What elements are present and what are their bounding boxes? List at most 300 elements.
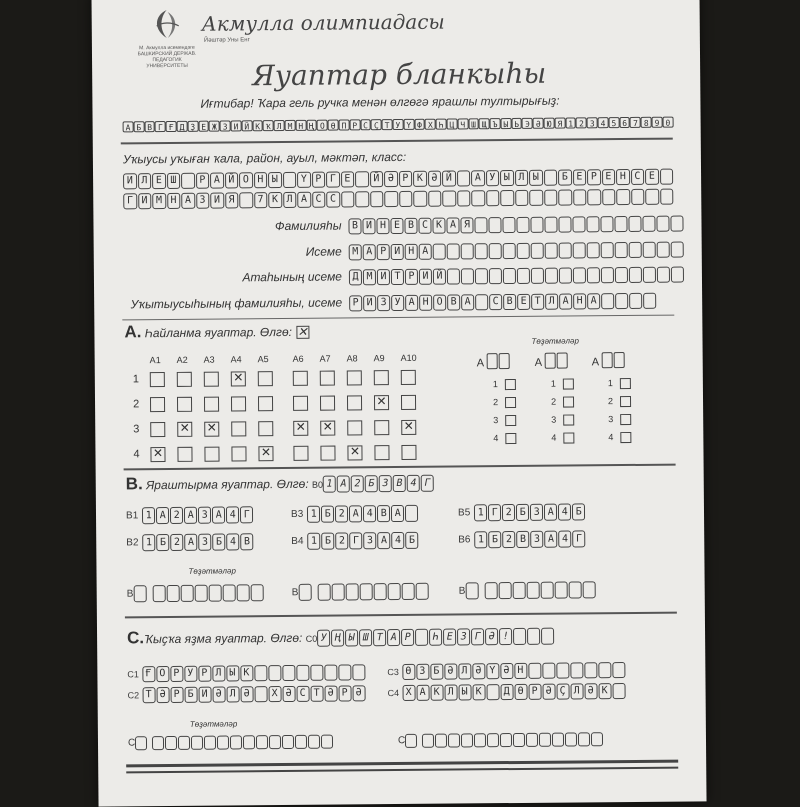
field-char-box[interactable]: [643, 293, 656, 309]
school-char-box[interactable]: Ә: [428, 170, 442, 186]
short-answer-char-box[interactable]: [338, 664, 351, 680]
school-char-box[interactable]: Г: [326, 171, 340, 187]
field-char-box[interactable]: [502, 217, 515, 233]
short-answer-char-box[interactable]: [528, 663, 541, 679]
school-char-box[interactable]: Я: [225, 192, 239, 208]
field-char-box[interactable]: Л: [545, 293, 558, 309]
corrections-char-box[interactable]: [359, 584, 372, 601]
field-char-box[interactable]: Н: [376, 218, 389, 234]
corrections-checkbox[interactable]: [620, 378, 631, 389]
short-answer-char-box[interactable]: З: [416, 664, 429, 680]
answer-checkbox[interactable]: [204, 372, 219, 387]
field-char-box[interactable]: [461, 243, 474, 259]
school-line-2[interactable]: [123, 188, 674, 211]
school-char-box[interactable]: А: [181, 193, 195, 209]
matching-corrections-row[interactable]: [459, 581, 597, 600]
field-char-box[interactable]: Р: [349, 295, 362, 311]
matching-char-box[interactable]: 1: [307, 533, 320, 550]
school-char-box[interactable]: [442, 190, 456, 206]
corrections-char-box[interactable]: [295, 735, 307, 749]
corrections-char-box[interactable]: [165, 736, 177, 750]
school-char-box[interactable]: И: [138, 193, 152, 209]
matching-char-box[interactable]: 2: [170, 507, 183, 524]
short-answer-char-box[interactable]: [282, 665, 295, 681]
short-answer-char-box[interactable]: [352, 664, 365, 680]
field-char-box[interactable]: О: [433, 294, 446, 310]
answer-checkbox[interactable]: [347, 445, 362, 460]
corrections-char-box[interactable]: [568, 582, 581, 599]
field-char-box[interactable]: М: [363, 269, 376, 285]
short-answer-char-box[interactable]: [324, 664, 337, 680]
corrections-checkbox[interactable]: [505, 397, 516, 408]
matching-answer-row[interactable]: [458, 503, 586, 522]
school-char-box[interactable]: [384, 191, 398, 207]
short-answer-char-box[interactable]: Ә: [500, 663, 513, 679]
matching-char-box[interactable]: 1: [307, 506, 320, 523]
short-answer-char-box[interactable]: К: [598, 683, 611, 699]
field-char-box[interactable]: Й: [433, 268, 446, 284]
school-char-box[interactable]: С: [631, 169, 645, 185]
school-char-box[interactable]: [355, 191, 369, 207]
corrections-answer-box[interactable]: [602, 352, 613, 368]
field-char-box[interactable]: [517, 268, 530, 284]
short-answer-row[interactable]: [387, 661, 626, 681]
short-answer-char-box[interactable]: Ө: [514, 684, 527, 700]
corrections-char-box[interactable]: [552, 732, 564, 746]
school-char-box[interactable]: [457, 190, 471, 206]
school-char-box[interactable]: А: [210, 172, 224, 188]
school-char-box[interactable]: [500, 190, 514, 206]
short-answer-char-box[interactable]: Ә: [282, 686, 295, 702]
field-char-box[interactable]: [642, 216, 655, 232]
answer-checkbox[interactable]: [374, 420, 389, 435]
answer-checkbox[interactable]: [231, 396, 246, 411]
answer-checkbox[interactable]: [258, 371, 273, 386]
short-answer-char-box[interactable]: Л: [570, 683, 583, 699]
field-char-box[interactable]: А: [419, 243, 432, 259]
corrections-char-box[interactable]: [448, 733, 460, 747]
short-answer-char-box[interactable]: Ә: [584, 683, 597, 699]
field-input-row[interactable]: [348, 215, 684, 236]
matching-char-box[interactable]: [405, 505, 418, 522]
answer-checkbox[interactable]: [177, 447, 192, 462]
school-char-box[interactable]: [370, 191, 384, 207]
field-char-box[interactable]: А: [405, 295, 418, 311]
corrections-char-box[interactable]: [256, 735, 268, 749]
field-input-row[interactable]: [349, 292, 657, 313]
field-char-box[interactable]: А: [446, 217, 459, 233]
matching-char-box[interactable]: Б: [321, 533, 334, 550]
field-char-box[interactable]: [488, 217, 501, 233]
short-answer-row[interactable]: [127, 663, 366, 683]
answer-checkbox[interactable]: [293, 446, 308, 461]
field-char-box[interactable]: У: [391, 295, 404, 311]
answer-checkbox[interactable]: [150, 447, 165, 462]
short-answer-char-box[interactable]: [268, 665, 281, 681]
matching-char-box[interactable]: Г: [488, 504, 501, 521]
corrections-char-box[interactable]: [465, 583, 478, 600]
answer-checkbox[interactable]: [150, 372, 165, 387]
matching-char-box[interactable]: 4: [558, 531, 571, 548]
corrections-checkbox[interactable]: [505, 433, 516, 444]
matching-char-box[interactable]: 3: [198, 534, 211, 551]
school-char-box[interactable]: [544, 169, 558, 185]
answer-checkbox[interactable]: [320, 421, 335, 436]
matching-char-box[interactable]: Б: [572, 504, 585, 521]
corrections-char-box[interactable]: [526, 733, 538, 747]
short-answer-char-box[interactable]: Н: [514, 663, 527, 679]
matching-answer-row[interactable]: [126, 506, 254, 525]
matching-char-box[interactable]: В: [377, 505, 390, 522]
answer-checkbox[interactable]: [293, 421, 308, 436]
school-char-box[interactable]: [399, 191, 413, 207]
answer-checkbox[interactable]: [150, 397, 165, 412]
corrections-checkbox[interactable]: [563, 378, 574, 389]
field-char-box[interactable]: [600, 216, 613, 232]
corrections-char-box[interactable]: [282, 735, 294, 749]
school-char-box[interactable]: Л: [515, 170, 529, 186]
field-char-box[interactable]: Н: [405, 244, 418, 260]
field-char-box[interactable]: Н: [573, 293, 586, 309]
matching-char-box[interactable]: 4: [226, 507, 239, 524]
field-char-box[interactable]: И: [391, 244, 404, 260]
corrections-checkbox[interactable]: [505, 379, 516, 390]
school-char-box[interactable]: Ы: [500, 170, 514, 186]
school-char-box[interactable]: [428, 190, 442, 206]
matching-char-box[interactable]: 1: [142, 507, 155, 524]
school-char-box[interactable]: [355, 171, 369, 187]
field-char-box[interactable]: [447, 268, 460, 284]
short-answer-char-box[interactable]: У: [184, 666, 197, 682]
matching-char-box[interactable]: Б: [405, 532, 418, 549]
corrections-char-box[interactable]: [513, 733, 525, 747]
short-answer-char-box[interactable]: [570, 662, 583, 678]
matching-char-box[interactable]: А: [349, 506, 362, 523]
school-char-box[interactable]: Р: [587, 169, 601, 185]
corrections-char-box[interactable]: [236, 585, 249, 602]
corrections-char-box[interactable]: [373, 583, 386, 600]
field-char-box[interactable]: В: [348, 218, 361, 234]
school-char-box[interactable]: С: [312, 191, 326, 207]
corrections-char-box[interactable]: [387, 583, 400, 600]
school-char-box[interactable]: Г: [123, 193, 137, 209]
answer-checkbox[interactable]: [401, 420, 416, 435]
corrections-char-box[interactable]: [474, 733, 486, 747]
short-answer-char-box[interactable]: С: [296, 686, 309, 702]
matching-char-box[interactable]: Б: [212, 534, 225, 551]
school-char-box[interactable]: [660, 168, 674, 184]
school-line-1[interactable]: [123, 168, 674, 191]
matching-char-box[interactable]: 1: [474, 505, 487, 522]
short-answer-char-box[interactable]: [556, 662, 569, 678]
answer-checkbox[interactable]: [258, 446, 273, 461]
school-char-box[interactable]: Е: [152, 173, 166, 189]
corrections-char-box[interactable]: [250, 584, 263, 601]
matching-char-box[interactable]: Г: [240, 507, 253, 524]
short-answer-char-box[interactable]: [310, 664, 323, 680]
field-char-box[interactable]: [531, 267, 544, 283]
field-char-box[interactable]: [544, 216, 557, 232]
answer-checkbox[interactable]: [150, 422, 165, 437]
short-answer-char-box[interactable]: [254, 665, 267, 681]
school-char-box[interactable]: [529, 190, 543, 206]
answer-checkbox[interactable]: [401, 395, 416, 410]
field-char-box[interactable]: [475, 294, 488, 310]
field-char-box[interactable]: В: [447, 294, 460, 310]
matching-char-box[interactable]: А: [184, 534, 197, 551]
matching-char-box[interactable]: Б: [516, 504, 529, 521]
school-char-box[interactable]: Л: [283, 192, 297, 208]
corrections-char-box[interactable]: [591, 732, 603, 746]
field-char-box[interactable]: [601, 242, 614, 258]
school-char-box[interactable]: [544, 189, 558, 205]
corrections-char-box[interactable]: [405, 734, 417, 748]
short-answer-char-box[interactable]: Р: [528, 684, 541, 700]
matching-char-box[interactable]: 2: [502, 531, 515, 548]
school-char-box[interactable]: [413, 191, 427, 207]
school-char-box[interactable]: Е: [573, 169, 587, 185]
short-answer-char-box[interactable]: Ү: [486, 663, 499, 679]
matching-char-box[interactable]: Б: [156, 534, 169, 551]
field-char-box[interactable]: [572, 216, 585, 232]
field-char-box[interactable]: [503, 268, 516, 284]
school-char-box[interactable]: К: [413, 171, 427, 187]
corrections-char-box[interactable]: [487, 733, 499, 747]
corrections-checkbox[interactable]: [563, 396, 574, 407]
school-char-box[interactable]: У: [486, 170, 500, 186]
short-answer-char-box[interactable]: Л: [444, 684, 457, 700]
field-char-box[interactable]: Р: [377, 244, 390, 260]
answer-checkbox[interactable]: [177, 397, 192, 412]
field-char-box[interactable]: [517, 243, 530, 259]
school-char-box[interactable]: [457, 170, 471, 186]
matching-char-box[interactable]: Б: [321, 506, 334, 523]
school-char-box[interactable]: Е: [602, 169, 616, 185]
field-char-box[interactable]: [474, 217, 487, 233]
corrections-char-box[interactable]: [152, 585, 165, 602]
corrections-char-box[interactable]: [135, 736, 147, 750]
matching-char-box[interactable]: 2: [335, 506, 348, 523]
corrections-char-box[interactable]: [178, 736, 190, 750]
school-char-box[interactable]: [573, 189, 587, 205]
corrections-char-box[interactable]: [269, 735, 281, 749]
field-char-box[interactable]: А: [559, 293, 572, 309]
short-answer-char-box[interactable]: И: [198, 686, 211, 702]
school-char-box[interactable]: А: [471, 170, 485, 186]
school-char-box[interactable]: Й: [225, 172, 239, 188]
corrections-char-box[interactable]: [345, 584, 358, 601]
matching-char-box[interactable]: Б: [488, 531, 501, 548]
school-char-box[interactable]: [486, 190, 500, 206]
field-char-box[interactable]: [586, 216, 599, 232]
short-answer-char-box[interactable]: Ә: [156, 687, 169, 703]
corrections-char-box[interactable]: [512, 582, 525, 599]
field-char-box[interactable]: [671, 241, 684, 257]
corrections-char-box[interactable]: [526, 582, 539, 599]
field-char-box[interactable]: Т: [391, 269, 404, 285]
matching-char-box[interactable]: 4: [558, 504, 571, 521]
field-input-row[interactable]: [349, 266, 685, 287]
school-char-box[interactable]: Ш: [167, 173, 181, 189]
field-char-box[interactable]: [489, 268, 502, 284]
matching-char-box[interactable]: 3: [363, 532, 376, 549]
field-char-box[interactable]: А: [587, 293, 600, 309]
corrections-char-box[interactable]: [461, 733, 473, 747]
answer-checkbox[interactable]: [177, 372, 192, 387]
answer-checkbox[interactable]: [231, 371, 246, 386]
short-answer-char-box[interactable]: Ә: [472, 663, 485, 679]
field-char-box[interactable]: [614, 216, 627, 232]
field-char-box[interactable]: Р: [405, 269, 418, 285]
corrections-checkbox[interactable]: [620, 432, 631, 443]
corrections-char-box[interactable]: [317, 584, 330, 601]
corrections-char-box[interactable]: [230, 735, 242, 749]
school-char-box[interactable]: З: [196, 192, 210, 208]
school-char-box[interactable]: Л: [138, 173, 152, 189]
field-char-box[interactable]: [656, 215, 669, 231]
corrections-char-box[interactable]: [401, 583, 414, 600]
corrections-char-box[interactable]: [415, 583, 428, 600]
field-char-box[interactable]: [461, 268, 474, 284]
field-char-box[interactable]: А: [461, 294, 474, 310]
school-char-box[interactable]: [283, 172, 297, 188]
short-answer-char-box[interactable]: Ә: [240, 686, 253, 702]
matching-char-box[interactable]: А: [544, 531, 557, 548]
school-char-box[interactable]: А: [297, 192, 311, 208]
short-answer-char-box[interactable]: Ғ: [142, 666, 155, 682]
answer-checkbox[interactable]: [177, 422, 192, 437]
corrections-char-box[interactable]: [321, 734, 333, 748]
matching-char-box[interactable]: В: [516, 531, 529, 548]
corrections-char-box[interactable]: [204, 735, 216, 749]
short-answer-char-box[interactable]: [296, 665, 309, 681]
school-char-box[interactable]: [660, 188, 674, 204]
short-answer-char-box[interactable]: [598, 662, 611, 678]
field-char-box[interactable]: [629, 293, 642, 309]
answer-checkbox[interactable]: [204, 422, 219, 437]
matching-answer-row[interactable]: [126, 533, 254, 552]
corrections-answer-box[interactable]: [499, 353, 510, 369]
short-answer-char-box[interactable]: Ә: [324, 685, 337, 701]
corrections-answer-box[interactable]: [487, 353, 498, 369]
answer-checkbox[interactable]: [258, 396, 273, 411]
corrections-answer-box[interactable]: [614, 352, 625, 368]
answer-checkbox[interactable]: [320, 371, 335, 386]
field-char-box[interactable]: [628, 216, 641, 232]
school-char-box[interactable]: О: [239, 172, 253, 188]
school-char-box[interactable]: И: [210, 192, 224, 208]
matching-char-box[interactable]: 3: [530, 531, 543, 548]
corrections-checkbox[interactable]: [563, 432, 574, 443]
short-answer-char-box[interactable]: К: [472, 684, 485, 700]
corrections-char-box[interactable]: [243, 735, 255, 749]
corrections-checkbox[interactable]: [620, 396, 631, 407]
school-char-box[interactable]: Н: [167, 193, 181, 209]
field-char-box[interactable]: Н: [419, 294, 432, 310]
field-char-box[interactable]: [615, 242, 628, 258]
corrections-answer-box[interactable]: [545, 353, 556, 369]
field-char-box[interactable]: [671, 266, 684, 282]
matching-char-box[interactable]: А: [184, 507, 197, 524]
short-answer-char-box[interactable]: Т: [310, 685, 323, 701]
school-char-box[interactable]: [471, 190, 485, 206]
field-char-box[interactable]: [573, 242, 586, 258]
answer-checkbox[interactable]: [293, 371, 308, 386]
matching-char-box[interactable]: А: [391, 505, 404, 522]
short-answer-char-box[interactable]: Б: [430, 663, 443, 679]
matching-char-box[interactable]: В: [240, 534, 253, 551]
field-char-box[interactable]: [559, 242, 572, 258]
answer-checkbox[interactable]: [320, 396, 335, 411]
short-answer-char-box[interactable]: Х: [402, 685, 415, 701]
field-char-box[interactable]: [629, 267, 642, 283]
corrections-char-box[interactable]: [554, 582, 567, 599]
answer-checkbox[interactable]: [401, 370, 416, 385]
matching-char-box[interactable]: 1: [474, 531, 487, 548]
corrections-char-box[interactable]: [578, 732, 590, 746]
answer-checkbox[interactable]: [401, 445, 416, 460]
school-char-box[interactable]: Р: [196, 172, 210, 188]
field-char-box[interactable]: [643, 242, 656, 258]
short-answer-char-box[interactable]: Х: [268, 686, 281, 702]
field-char-box[interactable]: [601, 293, 614, 309]
corrections-char-box[interactable]: [539, 732, 551, 746]
field-char-box[interactable]: С: [418, 217, 431, 233]
corrections-checkbox[interactable]: [563, 414, 574, 425]
field-char-box[interactable]: [615, 293, 628, 309]
school-char-box[interactable]: [616, 189, 630, 205]
school-char-box[interactable]: Е: [645, 168, 659, 184]
short-answer-char-box[interactable]: О: [156, 666, 169, 682]
corrections-checkbox[interactable]: [620, 414, 631, 425]
school-char-box[interactable]: Р: [312, 171, 326, 187]
matching-char-box[interactable]: Г: [572, 531, 585, 548]
school-char-box[interactable]: С: [326, 191, 340, 207]
short-answer-row[interactable]: [387, 682, 626, 702]
short-answer-char-box[interactable]: Ы: [226, 665, 239, 681]
answer-checkbox[interactable]: [347, 420, 362, 435]
corrections-char-box[interactable]: [180, 585, 193, 602]
short-answer-char-box[interactable]: [612, 683, 625, 699]
field-char-box[interactable]: Д: [349, 269, 362, 285]
field-char-box[interactable]: [475, 243, 488, 259]
field-char-box[interactable]: [489, 243, 502, 259]
school-char-box[interactable]: М: [152, 193, 166, 209]
school-char-box[interactable]: [645, 188, 659, 204]
short-answer-char-box[interactable]: [486, 684, 499, 700]
field-char-box[interactable]: И: [377, 269, 390, 285]
answer-checkbox[interactable]: [231, 446, 246, 461]
school-char-box[interactable]: [181, 173, 195, 189]
field-char-box[interactable]: Е: [390, 218, 403, 234]
short-answer-char-box[interactable]: Р: [338, 685, 351, 701]
corrections-char-box[interactable]: [191, 735, 203, 749]
matching-corrections-row[interactable]: [127, 584, 265, 603]
corrections-char-box[interactable]: [298, 584, 311, 601]
field-char-box[interactable]: И: [419, 268, 432, 284]
school-char-box[interactable]: [587, 189, 601, 205]
corrections-char-box[interactable]: [582, 582, 595, 599]
matching-char-box[interactable]: 4: [226, 534, 239, 551]
school-char-box[interactable]: [239, 192, 253, 208]
field-char-box[interactable]: [447, 243, 460, 259]
corrections-char-box[interactable]: [540, 582, 553, 599]
matching-char-box[interactable]: Г: [349, 533, 362, 550]
field-char-box[interactable]: [601, 267, 614, 283]
corrections-char-box[interactable]: [331, 584, 344, 601]
school-char-box[interactable]: Н: [254, 172, 268, 188]
field-char-box[interactable]: М: [349, 244, 362, 260]
